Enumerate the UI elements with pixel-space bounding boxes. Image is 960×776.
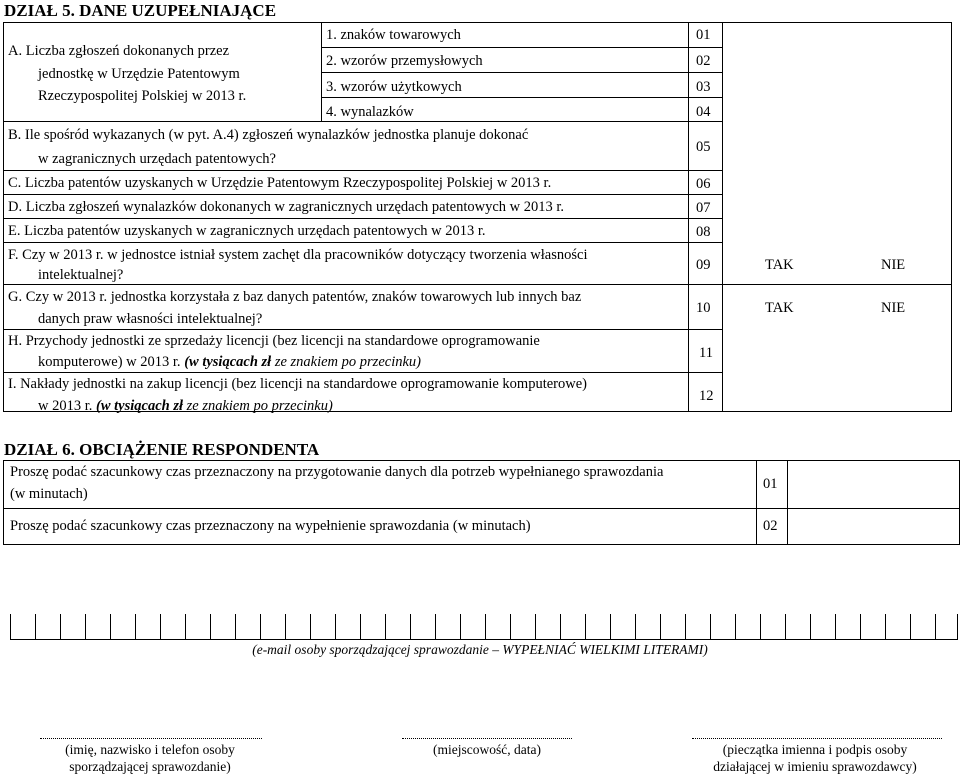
question-g-tak[interactable]: TAK [765,300,794,316]
question-a2-code: 02 [696,53,711,69]
question-f-code: 09 [696,257,711,273]
section5-title: DZIAŁ 5. DANE UZUPEŁNIAJĄCE [4,1,277,20]
section6-table [0,430,960,560]
question-a1-code: 01 [696,27,711,43]
question-h-note: ze znakiem po przecinku) [271,354,421,370]
question-a4-label: 4. wynalazków [326,104,414,120]
question-b-code: 05 [696,139,711,155]
question-e-code: 08 [696,224,711,240]
question-c-label: C. Liczba patentów uzyskanych w Urzędzie Patentowym Rzeczypospolitej Polskiej w 2013 r. [8,175,552,191]
question-f-label-2: intelektualnej? [38,267,124,283]
question-c-code: 06 [696,176,711,192]
question-a-label-3: Rzeczypospolitej Polskiej w 2013 r. [38,88,247,104]
email-field[interactable] [10,614,958,640]
question-d-code: 07 [696,200,711,216]
question-i-note: ze znakiem po przecinku) [183,398,333,414]
question-g-nie[interactable]: NIE [881,300,906,316]
question-a1-label: 1. znaków towarowych [326,27,461,43]
question-h-label-2 [38,355,421,370]
section6-title-text: DZIAŁ 6. OBCIĄŻENIE RESPONDENTA [4,440,320,459]
question-i-code: 12 [699,388,714,404]
question-h-note-bold: (w tysiącach zł [184,354,272,370]
question-a4-code: 04 [696,104,711,120]
email-caption: (e-mail osoby sporządzającej sprawozdanie – WYPEŁNIAĆ WIELKIMI LITERAMI) [252,642,708,657]
question-f-nie[interactable]: NIE [881,257,906,273]
question-g-label-1: G. Czy w 2013 r. jednostka korzystała z baz danych patentów, znaków towarowych lub innych baz [8,289,582,305]
question-a-label-2: jednostkę w Urzędzie Patentowym [38,66,240,82]
question-f-tak[interactable]: TAK [765,257,794,273]
question-b-label-2: w zagranicznych urzędach patentowych? [38,151,276,167]
section6-row2-text: Proszę podać szacunkowy czas przeznaczony na wypełnienie sprawozdania (w minutach) [10,518,531,534]
signature-right-caption-1: (pieczątka imienna i podpis osoby [722,742,908,757]
signature-right-caption-2: działającej w imieniu sprawozdawcy) [713,759,917,774]
question-b-label-1: B. Ile spośród wykazanych (w pyt. A.4) zgłoszeń wynalazków jednostka planuje dokonać [8,127,529,143]
signature-middle-caption: (miejscowość, data) [433,742,541,757]
signature-left-caption-1: (imię, nazwisko i telefon osoby [65,742,235,757]
question-a-label-1: A. Liczba zgłoszeń dokonanych przez [8,43,230,59]
signature-line-left[interactable] [40,738,262,739]
section6-row1-line2: (w minutach) [10,486,88,502]
question-d-label: D. Liczba zgłoszeń wynalazków dokonanych w zagranicznych urzędach patentowych w 2013 r. [8,199,565,215]
question-a3-code: 03 [696,79,711,95]
question-h-code: 11 [699,345,713,361]
question-i-label-2-text: w 2013 r. [38,398,93,414]
section6-row2-code: 02 [763,518,778,534]
signature-line-middle[interactable] [402,738,572,739]
signature-left-caption-2: sporządzającej sprawozdanie) [69,759,231,774]
question-i-note-bold: (w tysiącach zł [96,398,183,414]
signature-line-right[interactable] [692,738,942,739]
question-h-label-2-text: komputerowe) w 2013 r. [38,354,181,370]
question-a3-label: 3. wzorów użytkowych [326,79,462,95]
question-h-label-1: H. Przychody jednostki ze sprzedaży licencji (bez licencji na standardowe oprogramowanie [8,333,540,349]
section6-row1-line1: Proszę podać szacunkowy czas przeznaczony na przygotowanie danych dla potrzeb wypełnianego sprawozdania [10,464,664,480]
section6-row1-code: 01 [763,476,778,492]
question-g-label-2: danych praw własności intelektualnej? [38,311,263,327]
question-a2-label: 2. wzorów przemysłowych [326,53,483,69]
section6-title [4,441,319,458]
question-g-code: 10 [696,300,711,316]
question-e-label: E. Liczba patentów uzyskanych w zagranicznych urzędach patentowych w 2013 r. [8,223,486,239]
question-f-label-1: F. Czy w 2013 r. w jednostce istniał system zachęt dla pracowników dotyczący tworzenia własności [8,247,588,263]
question-i-label-1: I. Nakłady jednostki na zakup licencji (bez licencji na standardowe oprogramowanie komputerowe) [8,376,587,392]
question-i-label-2 [38,399,333,414]
